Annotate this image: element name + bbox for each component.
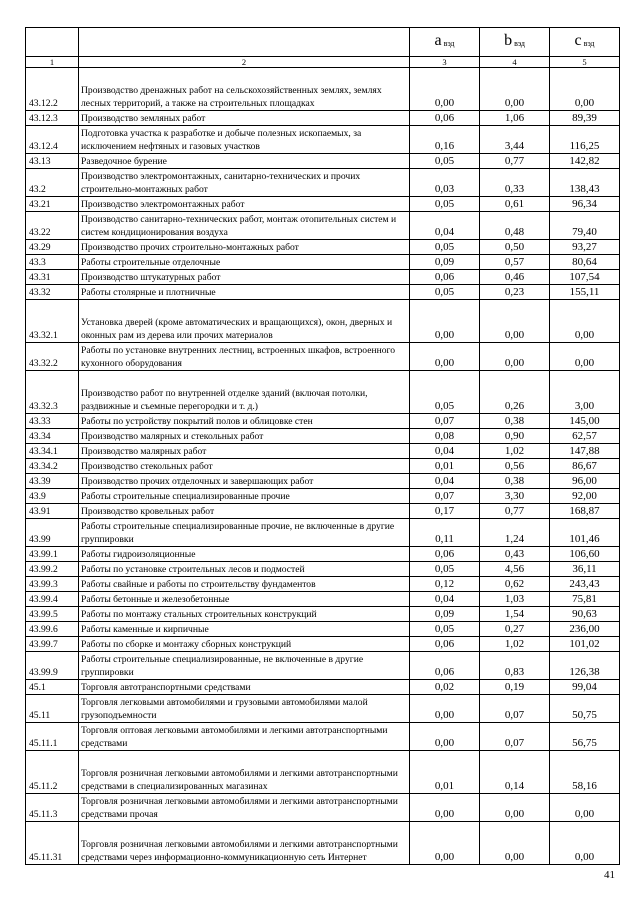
row-name: Торговля оптовая легковыми автомобилями и легкими автотранспортными средствами [79, 723, 410, 751]
row-code: 43.22 [26, 212, 79, 240]
index-4: 4 [480, 57, 550, 68]
row-code: 43.29 [26, 240, 79, 255]
row-code: 43.31 [26, 270, 79, 285]
row-name: Работы по установке строительных лесов и подмостей [79, 562, 410, 577]
table-row [26, 212, 620, 240]
table-row [26, 622, 620, 637]
row-code: 43.34.2 [26, 459, 79, 474]
row-b: 0,07 [480, 695, 550, 723]
row-name: Производство земляных работ [79, 111, 410, 126]
header-c-sub: вэд [583, 38, 595, 48]
row-name: Работы строительные специализированные, не включенные в другие группировки [79, 652, 410, 680]
row-a: 0,05 [410, 285, 480, 300]
row-b: 0,14 [480, 751, 550, 794]
index-5: 5 [550, 57, 620, 68]
row-code: 45.11.1 [26, 723, 79, 751]
row-name: Производство электромонтажных работ [79, 197, 410, 212]
row-c: 89,39 [550, 111, 620, 126]
row-name: Работы гидроизоляционные [79, 547, 410, 562]
table-row [26, 680, 620, 695]
row-code: 43.99.2 [26, 562, 79, 577]
row-name: Торговля розничная легковыми автомобилями и легкими автотранспортными средствами прочая [79, 794, 410, 822]
table-row [26, 169, 620, 197]
row-c: 93,27 [550, 240, 620, 255]
row-a: 0,00 [410, 794, 480, 822]
row-name: Производство прочих отделочных и завершающих работ [79, 474, 410, 489]
index-row [26, 57, 620, 68]
row-a: 0,06 [410, 547, 480, 562]
row-name: Разведочное бурение [79, 154, 410, 169]
row-code: 43.34.1 [26, 444, 79, 459]
row-b: 0,48 [480, 212, 550, 240]
row-c: 3,00 [550, 371, 620, 414]
row-a: 0,06 [410, 637, 480, 652]
header-b [480, 28, 550, 57]
table-row [26, 794, 620, 822]
table-row [26, 444, 620, 459]
row-code: 43.32 [26, 285, 79, 300]
row-code: 43.99 [26, 519, 79, 547]
row-a: 0,06 [410, 270, 480, 285]
row-c: 75,81 [550, 592, 620, 607]
row-code: 43.99.5 [26, 607, 79, 622]
table-row [26, 751, 620, 794]
row-name: Торговля автотранспортными средствами [79, 680, 410, 695]
row-name: Работы по сборке и монтажу сборных конструкций [79, 637, 410, 652]
row-c: 90,63 [550, 607, 620, 622]
header-row [26, 28, 620, 57]
row-b: 0,33 [480, 169, 550, 197]
row-c: 142,82 [550, 154, 620, 169]
table-row [26, 637, 620, 652]
row-code: 43.2 [26, 169, 79, 197]
table-row [26, 504, 620, 519]
table-row [26, 300, 620, 343]
row-b: 0,77 [480, 154, 550, 169]
row-name: Работы бетонные и железобетонные [79, 592, 410, 607]
row-name: Работы по монтажу стальных строительных конструкций [79, 607, 410, 622]
row-c: 138,43 [550, 169, 620, 197]
row-code: 43.39 [26, 474, 79, 489]
table-row [26, 489, 620, 504]
row-a: 0,11 [410, 519, 480, 547]
row-code: 43.12.3 [26, 111, 79, 126]
row-a: 0,05 [410, 371, 480, 414]
row-b: 1,02 [480, 637, 550, 652]
row-name: Работы строительные специализированные прочие, не включенные в другие группировки [79, 519, 410, 547]
table-row [26, 547, 620, 562]
row-a: 0,00 [410, 68, 480, 111]
table-row [26, 343, 620, 371]
row-c: 145,00 [550, 414, 620, 429]
row-name: Производство кровельных работ [79, 504, 410, 519]
row-code: 43.99.6 [26, 622, 79, 637]
table-row [26, 240, 620, 255]
row-b: 0,90 [480, 429, 550, 444]
row-c: 0,00 [550, 343, 620, 371]
row-b: 0,27 [480, 622, 550, 637]
row-a: 0,12 [410, 577, 480, 592]
row-b: 0,56 [480, 459, 550, 474]
row-code: 43.91 [26, 504, 79, 519]
table-row [26, 197, 620, 212]
row-b: 0,00 [480, 343, 550, 371]
row-c: 155,11 [550, 285, 620, 300]
row-b: 0,00 [480, 68, 550, 111]
index-3: 3 [410, 57, 480, 68]
row-b: 0,77 [480, 504, 550, 519]
row-b: 0,00 [480, 822, 550, 865]
row-b: 1,03 [480, 592, 550, 607]
row-c: 79,40 [550, 212, 620, 240]
row-a: 0,05 [410, 622, 480, 637]
row-b: 0,43 [480, 547, 550, 562]
row-a: 0,04 [410, 592, 480, 607]
row-name: Подготовка участка к разработке и добыче полезных ископаемых, за исключением нефтяных и газовых участков [79, 126, 410, 154]
row-b: 0,38 [480, 474, 550, 489]
table-row [26, 577, 620, 592]
row-name: Работы по устройству покрытий полов и облицовке стен [79, 414, 410, 429]
row-name: Работы строительные специализированные прочие [79, 489, 410, 504]
header-c [550, 28, 620, 57]
row-c: 126,38 [550, 652, 620, 680]
table-row [26, 562, 620, 577]
row-name: Работы строительные отделочные [79, 255, 410, 270]
row-b: 0,26 [480, 371, 550, 414]
row-c: 168,87 [550, 504, 620, 519]
row-code: 43.12.4 [26, 126, 79, 154]
row-name: Производство стекольных работ [79, 459, 410, 474]
row-b: 4,56 [480, 562, 550, 577]
row-name: Работы каменные и кирпичные [79, 622, 410, 637]
row-c: 236,00 [550, 622, 620, 637]
row-b: 0,00 [480, 794, 550, 822]
row-code: 43.34 [26, 429, 79, 444]
row-c: 86,67 [550, 459, 620, 474]
row-c: 36,11 [550, 562, 620, 577]
table-row [26, 429, 620, 444]
row-code: 43.99.9 [26, 652, 79, 680]
row-a: 0,05 [410, 197, 480, 212]
row-c: 0,00 [550, 794, 620, 822]
row-b: 1,06 [480, 111, 550, 126]
table-body [26, 68, 620, 865]
row-a: 0,17 [410, 504, 480, 519]
header-a [410, 28, 480, 57]
row-code: 43.99.3 [26, 577, 79, 592]
row-b: 0,46 [480, 270, 550, 285]
row-c: 116,25 [550, 126, 620, 154]
row-code: 45.11.31 [26, 822, 79, 865]
row-name: Работы свайные и работы по строительству фундаментов [79, 577, 410, 592]
row-name: Производство малярных и стекольных работ [79, 429, 410, 444]
row-b: 1,02 [480, 444, 550, 459]
row-name: Торговля розничная легковыми автомобилями и легкими автотранспортными средствами через информационно-коммуникационную сеть Интернет [79, 822, 410, 865]
row-a: 0,03 [410, 169, 480, 197]
table-row [26, 255, 620, 270]
table-row [26, 592, 620, 607]
row-a: 0,16 [410, 126, 480, 154]
row-code: 43.99.1 [26, 547, 79, 562]
row-b: 0,83 [480, 652, 550, 680]
row-name: Установка дверей (кроме автоматических и вращающихся), окон, дверных и оконных рам из дерева или прочих материалов [79, 300, 410, 343]
row-a: 0,05 [410, 562, 480, 577]
row-b: 1,24 [480, 519, 550, 547]
header-a-symbol: a [434, 31, 442, 49]
row-a: 0,04 [410, 474, 480, 489]
row-a: 0,07 [410, 414, 480, 429]
row-c: 101,02 [550, 637, 620, 652]
table-row [26, 519, 620, 547]
row-a: 0,06 [410, 652, 480, 680]
table-row [26, 68, 620, 111]
row-name: Работы по установке внутренних лестниц, встроенных шкафов, встроенного кухонного оборудования [79, 343, 410, 371]
row-code: 43.33 [26, 414, 79, 429]
header-c-symbol: c [574, 31, 582, 49]
row-code: 45.11.2 [26, 751, 79, 794]
row-code: 43.3 [26, 255, 79, 270]
row-a: 0,00 [410, 822, 480, 865]
row-b: 0,07 [480, 723, 550, 751]
row-code: 43.12.2 [26, 68, 79, 111]
row-b: 0,50 [480, 240, 550, 255]
header-a-sub: вэд [443, 38, 455, 48]
row-code: 43.21 [26, 197, 79, 212]
row-name: Производство работ по внутренней отделке зданий (включая потолки, раздвижные и съемные перегородки и т. д.) [79, 371, 410, 414]
header-b-symbol: b [504, 31, 513, 49]
table-row [26, 459, 620, 474]
row-b: 0,62 [480, 577, 550, 592]
page-number: 41 [604, 869, 615, 881]
row-code: 43.99.4 [26, 592, 79, 607]
row-b: 0,00 [480, 300, 550, 343]
row-a: 0,01 [410, 459, 480, 474]
row-name: Торговля легковыми автомобилями и грузовыми автомобилями малой грузоподъемности [79, 695, 410, 723]
header-name [79, 28, 410, 57]
row-b: 0,38 [480, 414, 550, 429]
row-code: 45.11.3 [26, 794, 79, 822]
row-a: 0,01 [410, 751, 480, 794]
row-name: Производство прочих строительно-монтажных работ [79, 240, 410, 255]
row-c: 243,43 [550, 577, 620, 592]
row-c: 96,00 [550, 474, 620, 489]
row-c: 107,54 [550, 270, 620, 285]
row-a: 0,04 [410, 212, 480, 240]
table-row [26, 111, 620, 126]
row-c: 0,00 [550, 68, 620, 111]
row-c: 56,75 [550, 723, 620, 751]
row-c: 106,60 [550, 547, 620, 562]
row-c: 62,57 [550, 429, 620, 444]
row-name: Производство электромонтажных, санитарно-технических и прочих строительно-монтажных работ [79, 169, 410, 197]
row-code: 45.1 [26, 680, 79, 695]
table-row [26, 126, 620, 154]
row-name: Производство штукатурных работ [79, 270, 410, 285]
row-a: 0,00 [410, 695, 480, 723]
row-b: 0,19 [480, 680, 550, 695]
table-row [26, 607, 620, 622]
row-name: Производство санитарно-технических работ, монтаж отопительных систем и систем кондиционирования воздуха [79, 212, 410, 240]
index-2: 2 [79, 57, 410, 68]
table-row [26, 723, 620, 751]
header-b-sub: вэд [514, 38, 525, 48]
row-a: 0,02 [410, 680, 480, 695]
row-c: 99,04 [550, 680, 620, 695]
row-code: 43.9 [26, 489, 79, 504]
row-c: 96,34 [550, 197, 620, 212]
row-b: 0,57 [480, 255, 550, 270]
row-code: 43.13 [26, 154, 79, 169]
table-row [26, 154, 620, 169]
row-code: 45.11 [26, 695, 79, 723]
row-c: 80,64 [550, 255, 620, 270]
row-c: 92,00 [550, 489, 620, 504]
row-code: 43.99.7 [26, 637, 79, 652]
coefficients-table [25, 27, 620, 865]
row-a: 0,05 [410, 240, 480, 255]
row-b: 3,30 [480, 489, 550, 504]
table-row [26, 285, 620, 300]
row-a: 0,06 [410, 111, 480, 126]
row-name: Торговля розничная легковыми автомобилями и легкими автотранспортными средствами в специализированных магазинах [79, 751, 410, 794]
table-row [26, 474, 620, 489]
row-c: 0,00 [550, 822, 620, 865]
row-a: 0,07 [410, 489, 480, 504]
row-code: 43.32.1 [26, 300, 79, 343]
row-b: 0,61 [480, 197, 550, 212]
row-name: Работы столярные и плотничные [79, 285, 410, 300]
table-row [26, 371, 620, 414]
row-c: 50,75 [550, 695, 620, 723]
table-row [26, 822, 620, 865]
row-name: Производство дренажных работ на сельскохозяйственных землях, землях лесных территорий, а также на строительных площадках [79, 68, 410, 111]
row-a: 0,00 [410, 723, 480, 751]
header-code [26, 28, 79, 57]
table-row [26, 652, 620, 680]
row-name: Производство малярных работ [79, 444, 410, 459]
row-c: 101,46 [550, 519, 620, 547]
row-b: 1,54 [480, 607, 550, 622]
row-b: 3,44 [480, 126, 550, 154]
row-c: 0,00 [550, 300, 620, 343]
index-1: 1 [26, 57, 79, 68]
row-a: 0,09 [410, 255, 480, 270]
row-a: 0,09 [410, 607, 480, 622]
table-row [26, 270, 620, 285]
row-a: 0,00 [410, 343, 480, 371]
row-a: 0,08 [410, 429, 480, 444]
row-a: 0,00 [410, 300, 480, 343]
table-row [26, 695, 620, 723]
row-code: 43.32.2 [26, 343, 79, 371]
row-c: 147,88 [550, 444, 620, 459]
row-c: 58,16 [550, 751, 620, 794]
row-b: 0,23 [480, 285, 550, 300]
table-row [26, 414, 620, 429]
row-code: 43.32.3 [26, 371, 79, 414]
row-a: 0,04 [410, 444, 480, 459]
row-a: 0,05 [410, 154, 480, 169]
